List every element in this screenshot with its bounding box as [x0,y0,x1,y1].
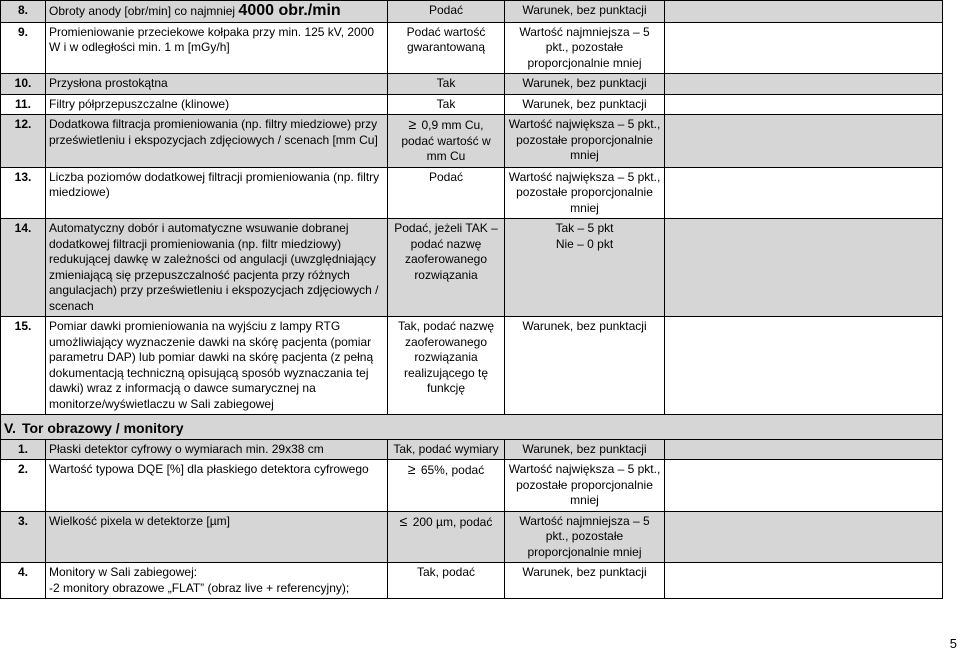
row-answer-cell [665,439,943,460]
row-number: 1. [1,439,46,460]
row-description-emphasis: 4000 obr./min [238,2,341,19]
row-number: 15. [1,317,46,415]
row-description: Promieniowanie przeciekowe kołpaka przy min. 125 kV, 2000 W i w odległości min. 1 m [mGy/h] [46,22,388,74]
row-requirement-text: 0,9 mm Cu, podać wartość w mm Cu [401,118,491,163]
row-number: 14. [1,219,46,317]
table-row [1,1,943,23]
greater-equal-symbol: ≥ [408,116,417,132]
row-description: Pomiar dawki promieniowania na wyjściu z lampy RTG umożliwiający wyznaczenie dawki na skórę pacjenta (pomiar parametru DAP) lub pomiar dawki na skórę pacjenta (z pełną dokumentacją techniczną opisującą sposób wyznaczania tej dawki) wraz z informacją o dawce sumarycznej na monitorze/wyświetlaczu w Sali zabiegowej [46,317,388,415]
row-requirement: Podać wartość gwarantowaną [388,22,505,74]
row-answer-cell [665,94,943,115]
row-requirement: Tak, podać wymiary [388,439,505,460]
table-row [1,219,943,317]
row-requirement: Podać [388,167,505,219]
row-requirement: Tak [388,74,505,95]
row-answer-cell [665,167,943,219]
row-evaluation: Wartość najmniejsza – 5 pkt., pozostałe proporcjonalnie mniej [505,22,665,74]
row-evaluation: Wartość największa – 5 pkt., pozostałe proporcjonalnie mniej [505,167,665,219]
row-evaluation-line: Nie – 0 pkt [555,236,614,251]
row-description-line: -2 monitory obrazowe „FLAT” (obraz live + referencyjny); [49,580,350,595]
section-header [1,415,943,440]
row-evaluation: Wartość największa – 5 pkt., pozostałe proporcjonalnie mniej [505,115,665,168]
table-row [1,22,943,74]
row-evaluation: Warunek, bez punktacji [505,317,665,415]
row-requirement: Podać [388,1,505,23]
row-number: 2. [1,460,46,512]
row-requirement: Tak, podać nazwę zaoferowanego rozwiązania realizującego tę funkcję [388,317,505,415]
table-row [1,511,943,563]
row-requirement [388,115,505,168]
row-number: 4. [1,563,46,599]
row-evaluation: Warunek, bez punktacji [505,1,665,23]
table-row [1,74,943,95]
table-row [1,563,943,599]
table-row [1,460,943,512]
row-number: 3. [1,511,46,563]
row-number: 12. [1,115,46,168]
row-evaluation: Warunek, bez punktacji [505,563,665,599]
row-evaluation [505,219,665,317]
section-number: V. [4,420,16,436]
row-answer-cell [665,460,943,512]
row-answer-cell [665,115,943,168]
greater-equal-symbol: ≥ [407,461,416,477]
row-description: Wartość typowa DQE [%] dla płaskiego detektora cyfrowego [46,460,388,512]
row-evaluation: Wartość najmniejsza – 5 pkt., pozostałe proporcjonalnie mniej [505,511,665,563]
section-title: Tor obrazowy / monitory [21,420,184,436]
table-row [1,167,943,219]
row-description: Liczba poziomów dodatkowej filtracji promieniowania (np. filtry miedziowe) [46,167,388,219]
row-answer-cell [665,563,943,599]
row-description: Przysłona prostokątna [46,74,388,95]
row-number: 10. [1,74,46,95]
row-requirement-text: 200 µm, podać [412,514,493,529]
row-requirement [388,460,505,512]
row-number: 11. [1,94,46,115]
row-evaluation-line: Tak – 5 pkt [555,221,614,235]
row-requirement: Tak [388,94,505,115]
table-row [1,94,943,115]
row-number: 8. [1,1,46,23]
row-answer-cell [665,317,943,415]
row-description-line: Monitory w Sali zabiegowej: [49,565,198,579]
table-row [1,317,943,415]
row-answer-cell [665,511,943,563]
row-description [46,563,388,599]
row-number: 13. [1,167,46,219]
row-evaluation: Wartość największa – 5 pkt., pozostałe proporcjonalnie mniej [505,460,665,512]
row-description-text: Obroty anody [obr/min] co najmniej [49,4,239,18]
row-requirement: Tak, podać [388,563,505,599]
row-description: Dodatkowa filtracja promieniowania (np. filtry miedziowe) przy prześwietleniu i ekspozycjach zdjęciowych / scenach [mm Cu] [46,115,388,168]
row-description [46,1,388,23]
row-answer-cell [665,219,943,317]
row-description: Płaski detektor cyfrowy o wymiarach min. 29x38 cm [46,439,388,460]
row-answer-cell [665,1,943,23]
page-number: 5 [949,636,957,651]
row-evaluation: Warunek, bez punktacji [505,94,665,115]
row-requirement: Podać, jeżeli TAK – podać nazwę zaoferowanego rozwiązania [388,219,505,317]
row-requirement [388,511,505,563]
row-requirement-text: 65%, podać [420,463,485,477]
row-description: Automatyczny dobór i automatyczne wsuwanie dobranej dodatkowej filtracji promieniowania (np. filtr miedziowy) redukującej dawkę w zależności od angulacji (uwzględniający zmieniającą się przepuszczalność pacjenta przy różnych angulacjach) przy prześwietleniu i ekspozycjach zdjęciowych / scenach [46,219,388,317]
row-number: 9. [1,22,46,74]
table-row [1,115,943,168]
less-equal-symbol: ≤ [399,512,408,529]
row-evaluation: Warunek, bez punktacji [505,439,665,460]
row-description: Wielkość pixela w detektorze [µm] [46,511,388,563]
row-answer-cell [665,22,943,74]
row-description: Filtry półprzepuszczalne (klinowe) [46,94,388,115]
row-evaluation: Warunek, bez punktacji [505,74,665,95]
section-header-row [1,415,943,440]
table-row [1,439,943,460]
row-answer-cell [665,74,943,95]
